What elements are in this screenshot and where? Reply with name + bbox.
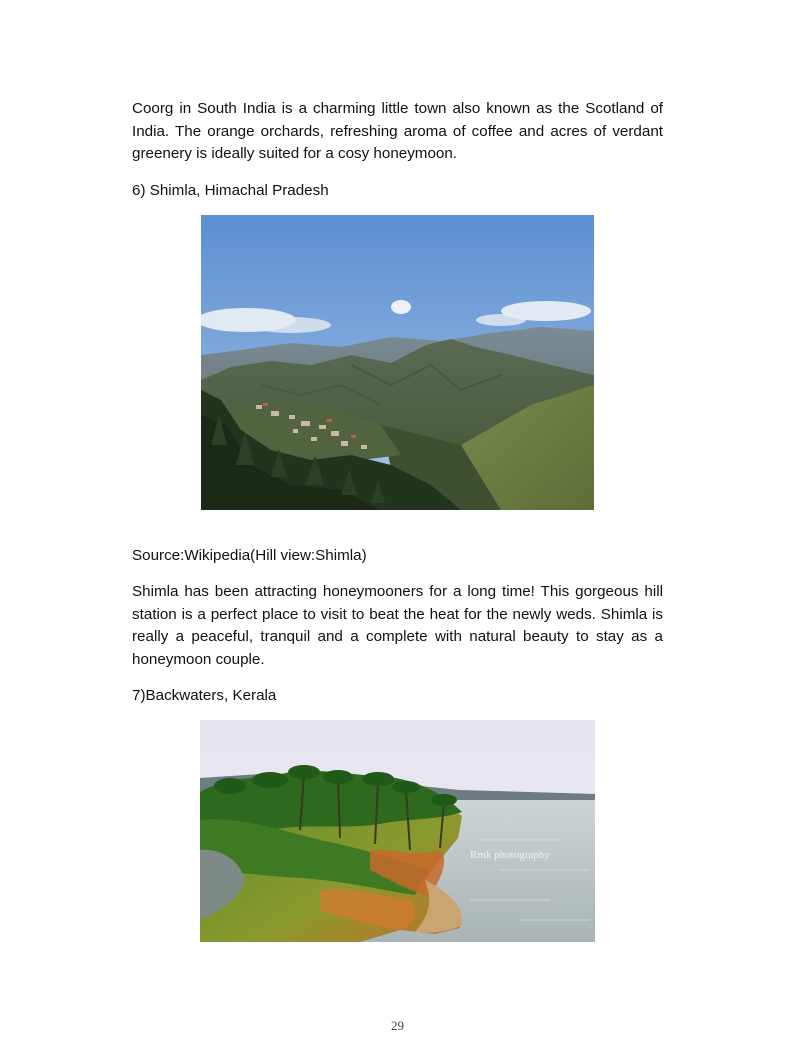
shimla-paragraph: Shimla has been attracting honeymooners for a long time! This gorgeous hill station is a perfect place to visit to beat the heat for the newly weds. Shimla is really a peaceful, tranquil and a complete with natural beauty to stay as a honeymoon couple.	[132, 583, 663, 668]
kerala-backwaters-photo	[200, 720, 595, 942]
section-heading-shimla: 6) Shimla, Himachal Pradesh	[132, 182, 329, 199]
mountain-landscape-photo	[201, 215, 594, 510]
shimla-hill-view-photo	[201, 215, 594, 510]
section-heading-kerala: 7)Backwaters, Kerala	[132, 687, 277, 704]
backwaters-coconut-palms-photo	[200, 720, 595, 942]
photo-watermark: Rmk photography	[470, 849, 550, 861]
coorg-paragraph: Coorg in South India is a charming little town also known as the Scotland of India. The orange orchards, refreshing aroma of coffee and acres of verdant greenery is ideally suited for a cosy honeymoon.	[132, 100, 663, 162]
shimla-photo-caption: Source:Wikipedia(Hill view:Shimla)	[132, 547, 367, 564]
page-number: 29	[391, 1018, 404, 1033]
